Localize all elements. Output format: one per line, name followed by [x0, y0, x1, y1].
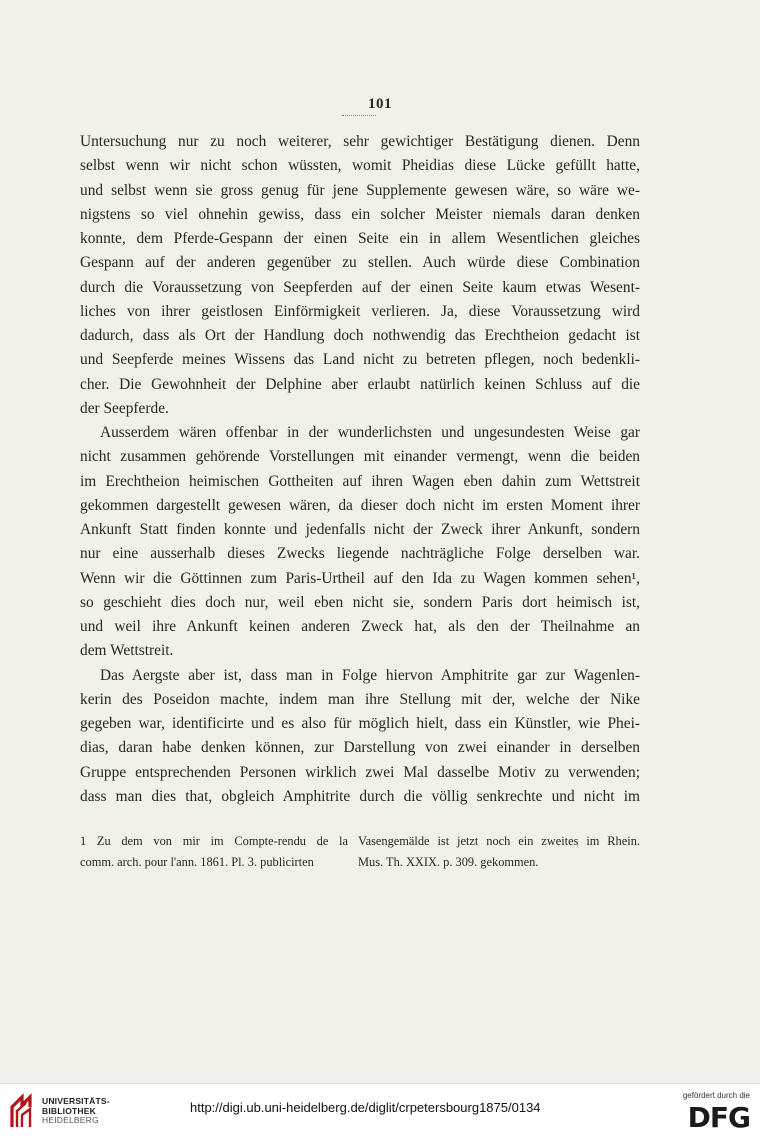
text-line: liches von ihrer geistlosen Einförmigkeit verlieren. Ja, diese Voraussetzung wird	[80, 302, 640, 320]
text-line: dadurch, dass als Ort der Handlung doch nothwendig das Erechtheion gedacht ist	[80, 327, 640, 344]
text-line: dass man dies that, obgleich Amphitrite durch die völlig senkrechte und nicht im	[80, 787, 640, 805]
text-line: konnte, dem Pferde-Gespann der einen Seite ein in allem Wesentlichen gleiches	[80, 230, 640, 247]
text-line: Untersuchung nur zu noch weiterer, sehr gewichtiger Bestätigung dienen. Denn	[80, 133, 640, 150]
library-name-line3: HEIDELBERG	[42, 1115, 99, 1125]
library-name	[42, 1097, 110, 1126]
text-line: nicht zusammen gehörende Vorstellungen mit einander vermengt, wenn die beiden	[80, 448, 640, 466]
university-library-logo-icon[interactable]	[8, 1093, 36, 1129]
footnote-line: Mus. Th. XXIX. p. 309. gekommen.	[358, 855, 539, 869]
library-name-line1: UNIVERSITÄTS-	[42, 1096, 110, 1106]
text-line: Ankunft Statt finden konnte und jedenfalls nicht der Zweck ihrer Ankunft, sondern	[80, 521, 640, 538]
text-line: und Seepferde meines Wissens das Land nicht zu betreten pflegen, noch bedenkli-	[80, 351, 640, 369]
library-name-line2: BIBLIOTHEK	[42, 1105, 96, 1116]
footnote-column-right	[358, 831, 640, 873]
funding-note: gefördert durch die	[682, 1091, 750, 1100]
page-number: 101	[368, 96, 392, 112]
viewer-footer	[0, 1083, 760, 1140]
dfg-logo[interactable]: DFG	[687, 1101, 750, 1134]
footnote-line: 1 Zu dem von mir im Compte-rendu de la	[80, 834, 348, 848]
text-line: Gespann auf der anderen gegenüber zu stellen. Auch würde diese Combination	[80, 254, 640, 272]
text-line: Ausserdem wären offenbar in der wunderlichsten und ungesundesten Weise gar	[100, 424, 640, 441]
text-line: und selbst wenn sie gross genug für jene Supplemente gewesen wäre, so wäre we-	[80, 181, 640, 199]
text-line: nur eine ausserhalb dieses Zwecks liegende nachträgliche Folge derselben war.	[80, 545, 640, 563]
text-line: gekommen dargestellt gewesen wären, da dieser doch nicht im ersten Moment ihrer	[80, 496, 640, 514]
footnote-line: Vasengemälde ist jetzt noch ein zweites im Rhein.	[358, 834, 640, 848]
text-line: gegeben war, identificirte und es also für möglich hielt, dass ein Künstler, wie Phei-	[80, 715, 640, 732]
footnote-column-left	[80, 831, 348, 873]
text-line: und weil ihre Ankunft keinen anderen Zweck hat, als den der Theilnahme an	[80, 618, 640, 635]
text-line: Das Aergste aber ist, dass man in Folge hiervon Amphitrite gar zur Wagenlen-	[100, 666, 640, 684]
text-line: der Seepferde.	[80, 399, 169, 417]
footnote-line: comm. arch. pour l'ann. 1861. Pl. 3. publicirten	[80, 855, 314, 869]
text-line: kerin des Poseidon machte, indem man ihre Stellung mit der, welche der Nike	[80, 690, 640, 708]
body-text	[80, 130, 640, 809]
text-line: Wenn wir die Göttinnen zum Paris-Urtheil auf den Ida zu Wagen kommen sehen¹,	[80, 569, 640, 587]
text-line: Gruppe entsprechenden Personen wirklich zwei Mal dasselbe Motiv zu verwenden;	[80, 763, 640, 781]
page-number-rule	[342, 115, 376, 116]
permalink-url[interactable]: http://digi.ub.uni-heidelberg.de/diglit/crpetersbourg1875/0134	[190, 1100, 541, 1115]
text-line: im Erechtheion heimischen Gottheiten auf ihren Wagen eben dahin zum Wettstreit	[80, 472, 640, 490]
text-line: cher. Die Gewohnheit der Delphine aber erlaubt natürlich keinen Schluss auf die	[80, 375, 640, 393]
text-line: so geschieht dies doch nur, weil eben nicht sie, sondern Paris dort heimisch ist,	[80, 593, 640, 611]
text-line: durch die Voraussetzung von Seepferden auf der einen Seite kaum etwas Wesent-	[80, 278, 640, 296]
text-line: dem Wettstreit.	[80, 642, 174, 660]
footnotes	[80, 831, 640, 873]
text-line: dias, daran habe denken können, zur Darstellung von zwei einander in derselben	[80, 739, 640, 757]
text-line: nigstens so viel ohnehin gewiss, dass ein solcher Meister niemals daran denken	[80, 205, 640, 223]
text-line: selbst wenn wir nicht schon wüssten, womit Pheidias diese Lücke gefüllt hatte,	[80, 157, 640, 175]
